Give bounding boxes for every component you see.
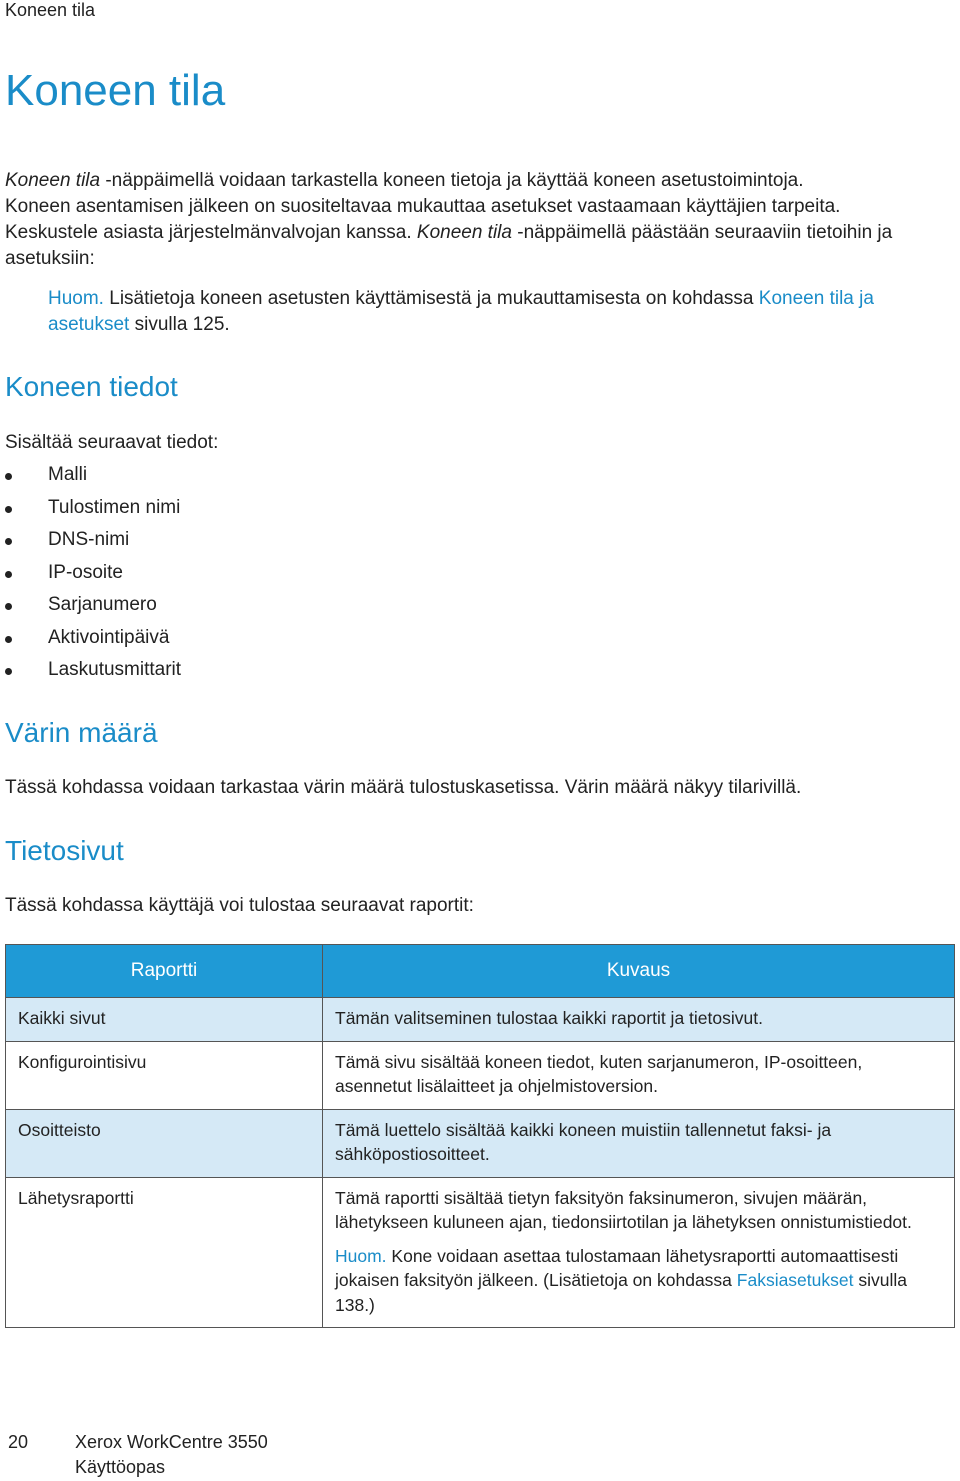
list-item: IP-osoite [0, 560, 181, 593]
bullet-icon [5, 603, 12, 610]
bullet-icon [5, 538, 12, 545]
list-item: Malli [0, 462, 181, 495]
intro-key-name: Koneen tila [5, 170, 101, 191]
report-name: Osoitteisto [6, 1109, 323, 1177]
section-heading-toner: Värin määrä [5, 717, 158, 748]
table-note [335, 1244, 942, 1318]
note-link[interactable]: Koneen tila ja asetukset [48, 288, 874, 335]
list-item: Tulostimen nimi [0, 495, 181, 528]
page-title: Koneen tila [5, 66, 226, 115]
report-description: Tämä luettelo sisältää kaikki koneen muistiin tallennetut faksi- ja sähköpostiosoitteet. [323, 1109, 955, 1177]
table-note-after: sivulla 138.) [335, 1270, 907, 1315]
note-label: Huom. [48, 288, 104, 309]
table-note-link[interactable]: Faksiasetukset [736, 1270, 854, 1290]
table-note-label: Huom. [335, 1245, 387, 1266]
table-note-text: Kone voidaan asettaa tulostamaan lähetysraportti automaattisesti jokaisen faksityön jälkeen. (Lisätietoja on kohdassa [335, 1245, 899, 1290]
running-header: Koneen tila [5, 0, 96, 20]
info-list [0, 462, 181, 690]
toner-text: Tässä kohdassa voidaan tarkastaa värin määrä tulostuskasetissa. Värin määrä näkyy tilarivillä. [5, 777, 802, 798]
bullet-icon [5, 571, 12, 578]
column-header-description: Kuvaus [323, 945, 955, 998]
product-name: Xerox WorkCentre 3550 [75, 1432, 268, 1452]
intro-paragraph [5, 168, 945, 272]
report-description: Tämä raportti sisältää tietyn faksityön faksinumeron, sivujen määrän, lähetykseen kuluneen ajan, tiedonsiirtotilan ja lähetyksen onnistumistiedot. [335, 1187, 912, 1232]
info-pages-lead: Tässä kohdassa käyttäjä voi tulostaa seuraavat raportit: [5, 895, 474, 916]
section-lead: Sisältää seuraavat tiedot: [5, 432, 219, 453]
guide-name: Käyttöopas [75, 1457, 166, 1477]
intro-line2: Koneen asentamisen jälkeen on suositeltavaa mukauttaa asetukset vastaamaan käyttäjien tarpeita. [5, 196, 841, 217]
table-row [6, 1041, 955, 1109]
report-name: Kaikki sivut [6, 998, 323, 1042]
bullet-icon [5, 636, 12, 643]
report-description: Tämä sivu sisältää koneen tiedot, kuten sarjanumeron, IP-osoitteen, asennetut lisälaitteet ja ohjelmistoversion. [323, 1041, 955, 1109]
footer-product [75, 1430, 268, 1480]
table-row [6, 998, 955, 1042]
bullet-icon [5, 506, 12, 513]
table-row [6, 1177, 955, 1328]
list-item: Aktivointipäivä [0, 625, 181, 658]
list-item: Laskutusmittarit [0, 657, 181, 690]
table-row [6, 1109, 955, 1177]
reports-table [5, 944, 955, 1328]
bullet-icon [5, 668, 12, 675]
note-after: sivulla 125. [129, 314, 230, 335]
report-name: Lähetysraportti [6, 1177, 323, 1328]
report-description: Tämän valitseminen tulostaa kaikki raportit ja tietosivut. [323, 998, 955, 1042]
section-heading-info-pages: Tietosivut [5, 835, 124, 866]
list-item: Sarjanumero [0, 592, 181, 625]
report-description-cell [323, 1177, 955, 1328]
page-number: 20 [8, 1432, 29, 1452]
note [48, 286, 948, 338]
intro-line1: -näppäimellä voidaan tarkastella koneen tietoja ja käyttää koneen asetustoimintoja. [100, 170, 804, 191]
intro-line3: Keskustele asiasta järjestelmänvalvojan kanssa. [5, 222, 417, 243]
intro-key-name-2: Koneen tila [416, 222, 512, 243]
bullet-icon [5, 473, 12, 480]
column-header-report: Raportti [6, 945, 323, 998]
intro-line3-rest: -näppäimellä päästään seuraaviin tietoihin ja asetuksiin: [5, 222, 893, 269]
note-text: Lisätietoja koneen asetusten käyttämisestä ja mukauttamisesta on kohdassa [103, 288, 759, 309]
list-item: DNS-nimi [0, 527, 181, 560]
section-heading-machine-info: Koneen tiedot [5, 371, 178, 402]
report-name: Konfigurointisivu [6, 1041, 323, 1109]
